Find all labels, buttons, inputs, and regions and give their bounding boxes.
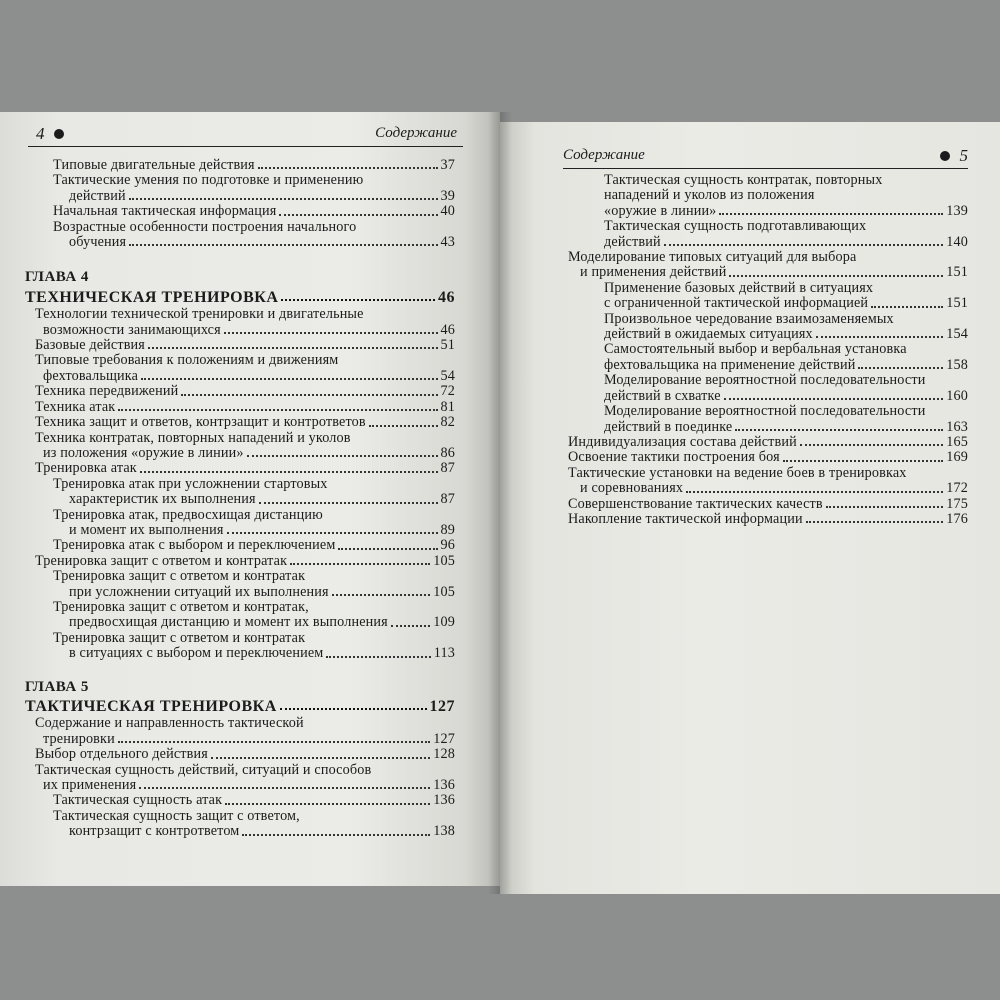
dot-leader bbox=[290, 563, 430, 565]
toc-entry-text: фехтовальщика на применение действий bbox=[604, 356, 856, 373]
dot-leader bbox=[664, 244, 944, 246]
toc-entry-text: Техника передвижений bbox=[35, 383, 179, 400]
dot-leader bbox=[247, 455, 438, 457]
toc-entry[interactable] bbox=[25, 600, 455, 631]
toc-entry[interactable] bbox=[25, 461, 455, 476]
dot-leader bbox=[826, 506, 944, 508]
toc-entry[interactable] bbox=[568, 312, 968, 343]
toc-entry-text: Техника атак bbox=[35, 398, 116, 415]
toc-entry-text: и применения действий bbox=[580, 264, 727, 281]
toc-page-number: 165 bbox=[946, 433, 968, 450]
toc-page-number: 46 bbox=[438, 288, 455, 306]
toc-entry-text: Индивидуализация состава действий bbox=[568, 433, 797, 450]
dot-leader bbox=[242, 834, 430, 836]
toc-entry[interactable] bbox=[25, 415, 455, 430]
toc-entry-text: нападений и уколов из положения bbox=[604, 187, 815, 204]
toc-page-number: 72 bbox=[440, 383, 455, 400]
toc-entry[interactable] bbox=[25, 307, 455, 338]
toc-entry-text: Возрастные особенности построения начального bbox=[53, 218, 357, 235]
toc-page-number: 128 bbox=[433, 746, 455, 763]
toc-page-number: 176 bbox=[946, 510, 968, 527]
dot-leader bbox=[258, 167, 438, 169]
toc-entry-text: Тактическая сущность защит с ответом, bbox=[53, 807, 300, 824]
dot-leader bbox=[118, 741, 430, 743]
toc-entry[interactable] bbox=[568, 373, 968, 404]
toc-entry-text: Тренировка защит с ответом и контратак bbox=[35, 552, 288, 569]
toc-entry-text: Начальная тактическая информация bbox=[53, 203, 277, 220]
toc-page-number: 105 bbox=[433, 583, 455, 600]
dot-leader bbox=[806, 521, 944, 523]
toc-entry[interactable] bbox=[25, 338, 455, 353]
toc-entry[interactable] bbox=[568, 512, 968, 527]
toc-entry-text: Тактическая сущность подготавливающих bbox=[604, 218, 867, 235]
dot-leader bbox=[332, 594, 431, 596]
toc-entry-text: Накопление тактической информации bbox=[568, 510, 803, 527]
right-toc-column bbox=[568, 173, 968, 527]
toc-entry[interactable] bbox=[25, 508, 455, 539]
toc-entry[interactable] bbox=[568, 404, 968, 435]
dot-leader bbox=[140, 471, 438, 473]
toc-entry-text: «оружие в линии» bbox=[604, 202, 717, 219]
toc-entry[interactable] bbox=[25, 809, 455, 840]
dot-leader bbox=[391, 625, 430, 627]
dot-leader bbox=[871, 306, 943, 308]
toc-entry-text: Моделирование типовых ситуаций для выбора bbox=[568, 249, 857, 266]
right-running-title: Содержание bbox=[563, 147, 645, 163]
toc-page-number: 127 bbox=[429, 698, 455, 715]
toc-entry-text: действий в поединке bbox=[604, 418, 733, 435]
toc-entry[interactable] bbox=[568, 466, 968, 497]
toc-page-number: 89 bbox=[440, 521, 455, 538]
toc-entry[interactable] bbox=[25, 554, 455, 569]
toc-page-number: 169 bbox=[946, 449, 968, 466]
toc-entry-text: предвосхищая дистанцию и момент их выполнения bbox=[69, 614, 388, 631]
toc-entry[interactable] bbox=[25, 353, 455, 384]
toc-page-number: 81 bbox=[440, 398, 455, 415]
dot-leader bbox=[141, 378, 437, 380]
toc-entry-text: ТЕХНИЧЕСКАЯ ТРЕНИРОВКА bbox=[25, 288, 279, 306]
toc-entry[interactable] bbox=[25, 631, 455, 662]
dot-leader bbox=[816, 336, 943, 338]
toc-entry-text: Тактические умения по подготовке и применению bbox=[53, 172, 364, 189]
toc-entry-text: их применения bbox=[43, 777, 137, 794]
toc-entry[interactable] bbox=[568, 435, 968, 450]
toc-entry-text: Тренировка атак, предвосхищая дистанцию bbox=[53, 506, 323, 523]
bullet-dot-icon bbox=[54, 129, 64, 139]
toc-page-number: 40 bbox=[440, 203, 455, 220]
toc-entry-text: Тактические установки на ведение боев в тренировках bbox=[568, 464, 907, 481]
toc-entry-text: Техника защит и ответов, контрзащит и контрответов bbox=[35, 414, 366, 431]
chapter-heading: ГЛАВА 5 bbox=[25, 678, 89, 695]
toc-page-number: 87 bbox=[440, 460, 455, 477]
toc-entry-text: Тактическая сущность действий, ситуаций и способов bbox=[35, 761, 372, 778]
toc-page-number: 151 bbox=[946, 264, 968, 281]
toc-page-number: 127 bbox=[433, 730, 455, 747]
toc-page-number: 54 bbox=[440, 367, 455, 384]
toc-entry-text: с ограниченной тактической информацией bbox=[604, 295, 869, 312]
toc-page-number: 158 bbox=[946, 356, 968, 373]
toc-entry[interactable] bbox=[25, 763, 455, 794]
left-page-number: 4 bbox=[36, 124, 45, 143]
toc-entry[interactable] bbox=[568, 450, 968, 465]
dot-leader bbox=[129, 198, 438, 200]
dot-leader bbox=[369, 425, 438, 427]
toc-page-number: 138 bbox=[433, 823, 455, 840]
dot-leader bbox=[279, 214, 437, 216]
toc-page-number: 140 bbox=[946, 233, 968, 250]
toc-entry[interactable] bbox=[25, 204, 455, 219]
book-gutter bbox=[488, 112, 512, 894]
toc-entry-text: при усложнении ситуаций их выполнения bbox=[69, 583, 329, 600]
toc-page-number: 39 bbox=[440, 187, 455, 204]
toc-entry-text: Моделирование вероятностной последовательности bbox=[604, 403, 926, 420]
toc-page-number: 96 bbox=[440, 537, 455, 554]
toc-entry[interactable] bbox=[25, 747, 455, 762]
toc-entry-text: Содержание и направленность тактической bbox=[35, 715, 304, 732]
toc-entry-text: характеристик их выполнения bbox=[69, 491, 256, 508]
toc-entry-text: Произвольное чередование взаимозаменяемых bbox=[604, 310, 894, 327]
left-toc-column bbox=[25, 158, 455, 840]
toc-entry[interactable] bbox=[25, 384, 455, 399]
toc-page-number: 136 bbox=[433, 777, 455, 794]
toc-entry-text: Технологии технической тренировки и двигательные bbox=[35, 306, 364, 323]
toc-entry-text: Освоение тактики построения боя bbox=[568, 449, 780, 466]
toc-entry-text: ТАКТИЧЕСКАЯ ТРЕНИРОВКА bbox=[25, 698, 277, 715]
dot-leader bbox=[280, 708, 427, 710]
toc-page-number: 163 bbox=[946, 418, 968, 435]
toc-entry-text: Тренировка атак bbox=[35, 460, 137, 477]
toc-entry-text: возможности занимающихся bbox=[43, 321, 221, 338]
chapter-title-entry[interactable] bbox=[25, 699, 455, 714]
toc-entry-text: Применение базовых действий в ситуациях bbox=[604, 279, 874, 296]
dot-leader bbox=[139, 787, 430, 789]
dot-leader bbox=[719, 213, 943, 215]
toc-page-number: 172 bbox=[946, 480, 968, 497]
dot-leader bbox=[800, 444, 943, 446]
toc-entry[interactable] bbox=[25, 793, 455, 808]
toc-page-number: 160 bbox=[946, 387, 968, 404]
toc-page-number: 37 bbox=[440, 157, 455, 173]
toc-entry-text: в ситуациях с выбором и переключением bbox=[69, 645, 324, 662]
chapter-heading: ГЛАВА 4 bbox=[25, 269, 89, 286]
toc-entry-text: Тренировка защит с ответом и контратак bbox=[53, 568, 306, 585]
right-running-head bbox=[563, 146, 968, 169]
dot-leader bbox=[326, 656, 430, 658]
toc-page-number: 46 bbox=[440, 321, 455, 338]
toc-entry-text: обучения bbox=[69, 234, 127, 251]
toc-entry-text: Тренировка атак при усложнении стартовых bbox=[53, 475, 328, 492]
dot-leader bbox=[259, 502, 438, 504]
chapter-title-entry[interactable] bbox=[25, 290, 455, 305]
toc-entry[interactable] bbox=[25, 538, 455, 553]
toc-entry[interactable] bbox=[25, 400, 455, 415]
toc-entry-text: фехтовальщика bbox=[43, 367, 139, 384]
toc-entry-text: Тактическая сущность атак bbox=[53, 792, 223, 809]
toc-entry[interactable] bbox=[568, 281, 968, 312]
dot-leader bbox=[181, 394, 437, 396]
toc-page-number: 113 bbox=[433, 645, 455, 662]
toc-entry-text: контрзащит с контрответом bbox=[69, 823, 240, 840]
left-running-title: Содержание bbox=[375, 125, 457, 141]
toc-entry-text: действий в схватке bbox=[604, 387, 721, 404]
toc-entry-text: действий bbox=[604, 233, 661, 250]
toc-page-number: 175 bbox=[946, 495, 968, 512]
dot-leader bbox=[858, 367, 943, 369]
toc-entry[interactable] bbox=[25, 716, 455, 747]
toc-entry[interactable] bbox=[25, 173, 455, 204]
dot-leader bbox=[281, 299, 435, 301]
toc-page-number: 139 bbox=[946, 202, 968, 219]
toc-entry[interactable] bbox=[568, 173, 968, 219]
dot-leader bbox=[211, 757, 430, 759]
dot-leader bbox=[224, 332, 438, 334]
toc-entry-text: Тренировка атак с выбором и переключением bbox=[53, 537, 336, 554]
dot-leader bbox=[338, 548, 437, 550]
dot-leader bbox=[227, 532, 438, 534]
toc-page-number: 109 bbox=[433, 614, 455, 631]
dot-leader bbox=[129, 244, 437, 246]
toc-entry[interactable] bbox=[25, 158, 455, 173]
toc-entry[interactable] bbox=[568, 497, 968, 512]
toc-page-number: 105 bbox=[433, 552, 455, 569]
toc-entry-text: действий bbox=[69, 187, 126, 204]
toc-entry-text: Самостоятельный выбор и вербальная установка bbox=[604, 341, 907, 358]
dot-leader bbox=[735, 429, 943, 431]
toc-page-number: 136 bbox=[433, 792, 455, 809]
left-running-head bbox=[28, 124, 463, 147]
toc-entry-text: и соревнованиях bbox=[580, 480, 684, 497]
toc-page-number: 154 bbox=[946, 326, 968, 343]
toc-entry-text: Тренировка защит с ответом и контратак bbox=[53, 629, 306, 646]
dot-leader bbox=[148, 347, 438, 349]
toc-page-number: 86 bbox=[440, 444, 455, 461]
dot-leader bbox=[724, 398, 944, 400]
toc-entry-text: Моделирование вероятностной последовательности bbox=[604, 372, 926, 389]
toc-page-number: 87 bbox=[440, 491, 455, 508]
toc-entry[interactable] bbox=[25, 220, 455, 251]
toc-entry[interactable] bbox=[25, 569, 455, 600]
toc-entry-text: Техника контратак, повторных нападений и уколов bbox=[35, 429, 351, 446]
right-page-number: 5 bbox=[959, 146, 968, 165]
toc-entry-text: Типовые двигательные действия bbox=[53, 157, 255, 173]
toc-entry[interactable] bbox=[568, 250, 968, 281]
toc-entry-text: и момент их выполнения bbox=[69, 521, 224, 538]
dot-leader bbox=[686, 491, 943, 493]
toc-page-number: 82 bbox=[440, 414, 455, 431]
toc-entry-text: тренировки bbox=[43, 730, 115, 747]
dot-leader bbox=[118, 409, 437, 411]
toc-entry-text: Базовые действия bbox=[35, 337, 145, 354]
toc-entry-text: Тренировка защит с ответом и контратак, bbox=[53, 598, 309, 615]
toc-entry[interactable] bbox=[568, 342, 968, 373]
dot-leader bbox=[225, 803, 430, 805]
toc-entry-text: действий в ожидаемых ситуациях bbox=[604, 326, 813, 343]
toc-entry[interactable] bbox=[25, 431, 455, 462]
toc-entry[interactable] bbox=[25, 477, 455, 508]
bullet-dot-icon bbox=[940, 151, 950, 161]
toc-entry-text: Совершенствование тактических качеств bbox=[568, 495, 823, 512]
toc-entry[interactable] bbox=[568, 219, 968, 250]
toc-entry-text: Типовые требования к положениям и движениям bbox=[35, 352, 339, 369]
toc-entry-text: Выбор отдельного действия bbox=[35, 746, 208, 763]
toc-page-number: 43 bbox=[440, 234, 455, 251]
toc-entry-text: из положения «оружие в линии» bbox=[43, 444, 244, 461]
dot-leader bbox=[729, 275, 943, 277]
toc-page-number: 151 bbox=[946, 295, 968, 312]
toc-entry-text: Тактическая сущность контратак, повторных bbox=[604, 172, 883, 188]
dot-leader bbox=[783, 460, 943, 462]
toc-page-number: 51 bbox=[440, 337, 455, 354]
